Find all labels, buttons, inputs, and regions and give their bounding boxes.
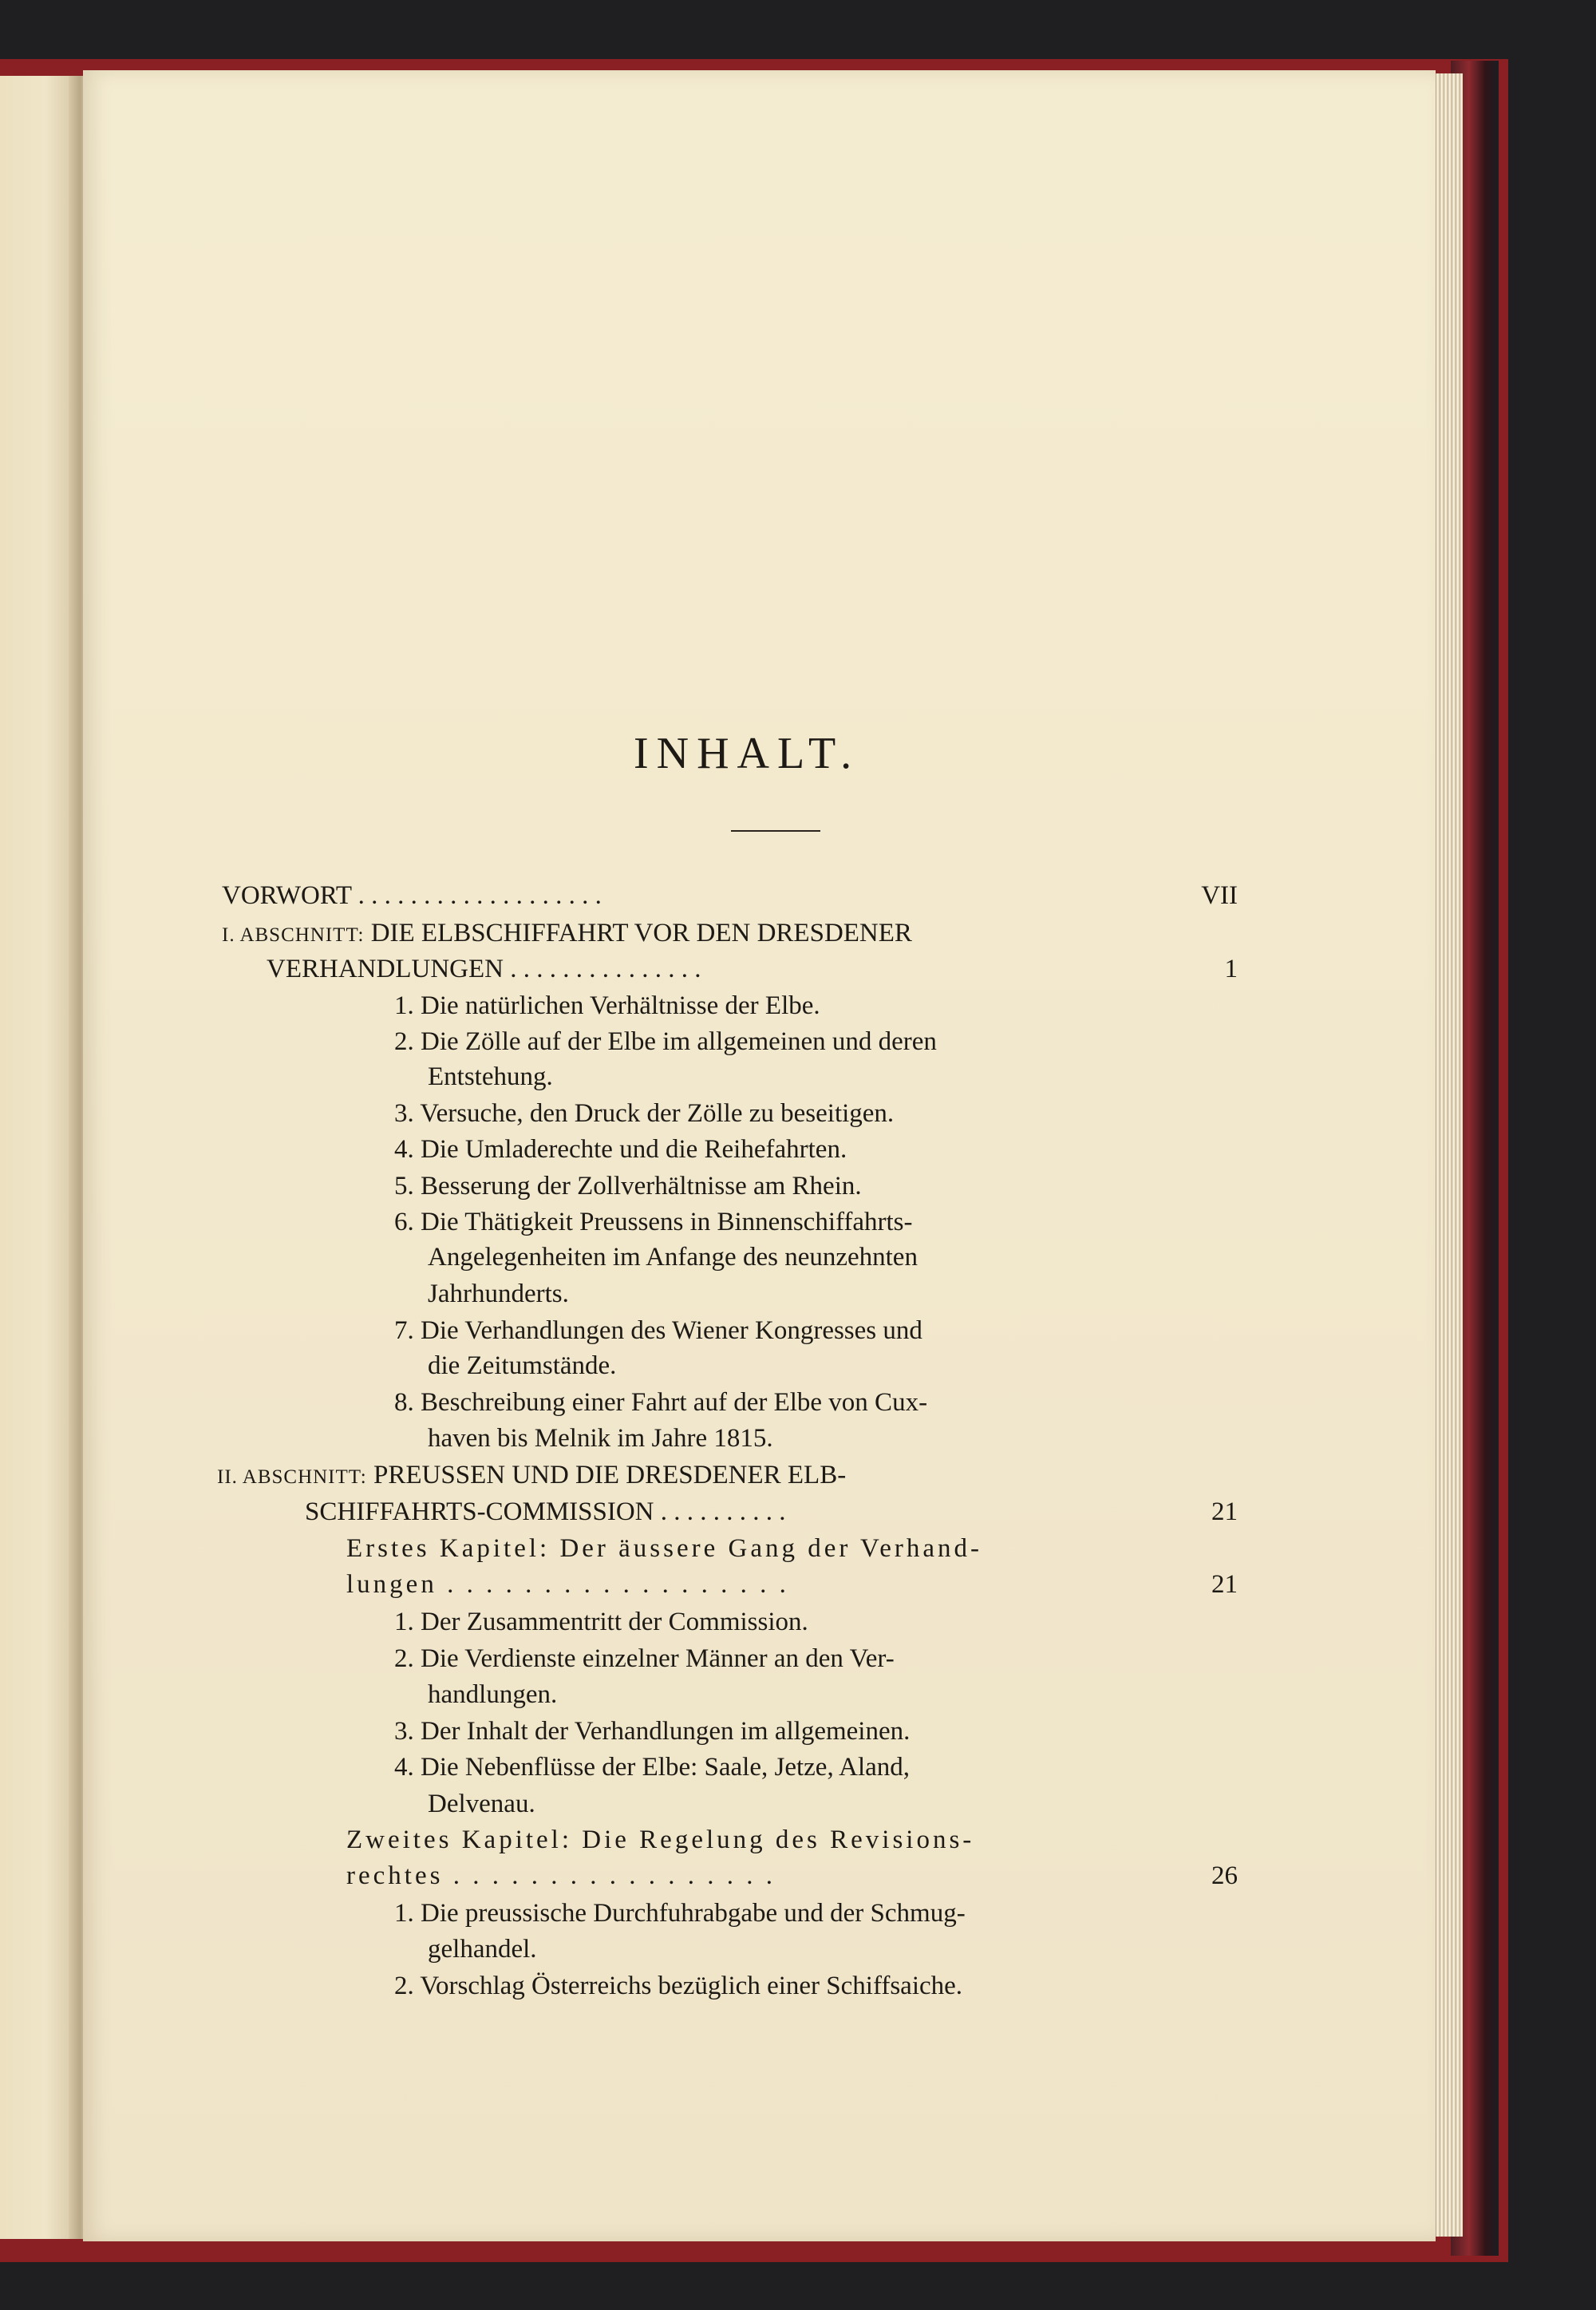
toc-item: 4. Die Nebenflüsse der Elbe: Saale, Jetze, Aland, [394,1753,911,1782]
toc-entry-commission: SCHIFFAHRTS-COMMISSION . . . . . . . . . . [305,1497,786,1526]
toc-item: 1. Die preussische Durchfuhrabgabe und der Schmug- [394,1899,966,1928]
toc-item: 8. Beschreibung einer Fahrt auf der Elbe von Cux- [394,1388,928,1417]
toc-entry-vorwort: VORWORT . . . . . . . . . . . . . . . . . . . [222,881,602,910]
toc-item: 5. Besserung der Zollverhältnisse am Rhein. [394,1172,862,1200]
toc-item-continued: handlungen. [428,1680,558,1709]
toc-item: 2. Die Verdienste einzelner Männer an den Ver- [394,1644,895,1673]
toc-page-first-chapter: 21 [1211,1570,1238,1599]
toc-item: 6. Die Thätigkeit Preussens in Binnenschiffahrts- [394,1208,913,1236]
page-title: INHALT. [634,729,860,778]
toc-item: 1. Der Zusammentritt der Commission. [394,1608,808,1636]
toc-item: 4. Die Umladerechte und die Reihefahrten. [394,1135,847,1164]
toc-page-second-chapter: 26 [1211,1861,1238,1890]
toc-item: 3. Der Inhalt der Verhandlungen im allgemeinen. [394,1717,911,1746]
toc-page-commission: 21 [1211,1497,1238,1526]
toc-item: 3. Versuche, den Druck der Zölle zu beseitigen. [394,1099,895,1128]
toc-item-continued: Entstehung. [428,1062,553,1091]
contents-page [83,70,1436,2241]
toc-item-continued: Angelegenheiten im Anfange des neunzehnten [428,1243,918,1272]
toc-section-ii: II. ABSCHNITT: PREUSSEN UND DIE DRESDENER ELB- [217,1461,847,1489]
toc-item-continued: die Zeitumstände. [428,1351,617,1380]
toc-chapter-second: Zweites Kapitel: Die Regelung des Revisions- [346,1825,975,1854]
toc-item-continued: gelhandel. [428,1935,537,1964]
left-page-edge [0,76,76,2239]
toc-chapter-first: Erstes Kapitel: Der äussere Gang der Verhand- [346,1534,982,1563]
toc-page-verhandlungen: 1 [1224,955,1238,983]
toc-item: 7. Die Verhandlungen des Wiener Kongresses und [394,1316,922,1345]
toc-item: 2. Die Zölle auf der Elbe im allgemeinen und deren [394,1027,937,1056]
title-rule [731,830,820,832]
toc-item: 2. Vorschlag Österreichs bezüglich einer Schiffsaiche. [394,1972,963,2000]
toc-page-vorwort: VII [1201,881,1238,910]
toc-item-continued: Jahrhunderts. [428,1280,569,1308]
toc-item: 1. Die natürlichen Verhältnisse der Elbe. [394,991,820,1020]
toc-item-continued: Delvenau. [428,1790,535,1818]
toc-chapter-second-continued: rechtes . . . . . . . . . . . . . . . . . [346,1861,776,1890]
toc-section-i: I. ABSCHNITT: DIE ELBSCHIFFAHRT VOR DEN DRESDENER [222,919,912,947]
toc-chapter-first-continued: lungen . . . . . . . . . . . . . . . . . . [346,1570,789,1599]
page-stack-edge [1433,73,1463,2237]
toc-item-continued: haven bis Melnik im Jahre 1815. [428,1424,773,1453]
toc-entry-verhandlungen: VERHANDLUNGEN . . . . . . . . . . . . . . . [267,955,701,983]
